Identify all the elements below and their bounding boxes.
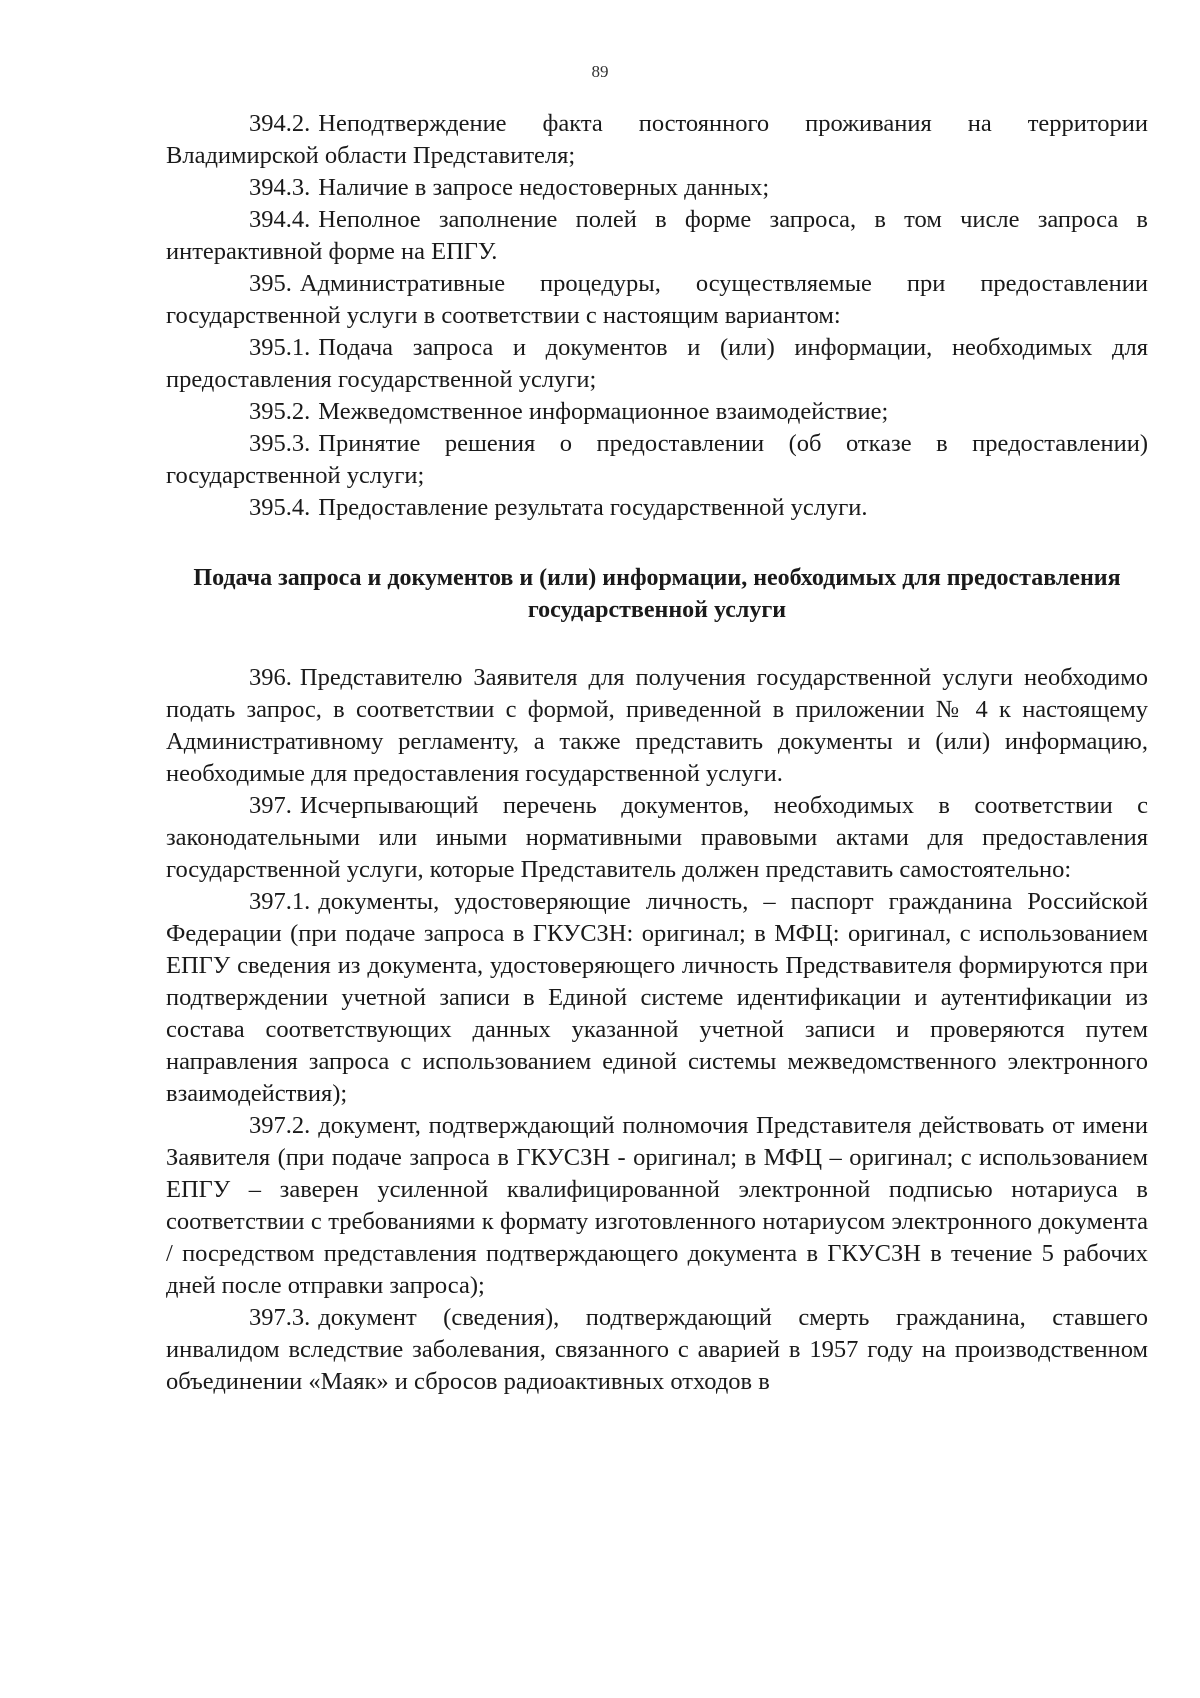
- spacer: [166, 626, 1148, 662]
- section-heading: Подача запроса и документов и (или) информации, необходимых для предоставления государственной услуги: [193, 565, 1121, 623]
- clause-number: 395.4.: [249, 494, 311, 521]
- clause-text: документ (сведения), подтверждающий смерть гражданина, ставшего инвалидом вследствие заболевания, связанного с аварией в 1957 году на производственном объединении «Маяк» и сбросов радиоактивных отходов в: [166, 1304, 1148, 1395]
- paragraph-396: [166, 662, 1148, 790]
- paragraph-394-4: [166, 204, 1148, 268]
- paragraph-397-2: [166, 1110, 1148, 1302]
- document-body: [166, 108, 1148, 1398]
- clause-number: 395.1.: [249, 334, 311, 361]
- paragraph-395-2: [166, 396, 1148, 428]
- paragraph-395-4: [166, 492, 1148, 524]
- clause-text: Неподтверждение факта постоянного проживания на территории Владимирской области Представителя;: [166, 110, 1148, 169]
- clause-number: 397.1.: [249, 888, 311, 915]
- paragraph-397-3: [166, 1302, 1148, 1398]
- paragraph-394-3: [166, 172, 1148, 204]
- clause-number: 397.2.: [249, 1112, 311, 1139]
- clause-text: Принятие решения о предоставлении (об отказе в предоставлении) государственной услуги;: [166, 430, 1148, 489]
- clause-number: 395.2.: [249, 398, 311, 425]
- clause-text: Исчерпывающий перечень документов, необходимых в соответствии с законодательными или иными нормативными правовыми актами для предоставления государственной услуги, которые Представитель должен представить самостоятельно:: [166, 792, 1148, 883]
- clause-number: 395.: [249, 270, 292, 297]
- clause-number: 394.3.: [249, 174, 311, 201]
- clause-number: 395.3.: [249, 430, 311, 457]
- paragraph-395-3: [166, 428, 1148, 492]
- clause-text: Неполное заполнение полей в форме запроса, в том числе запроса в интерактивной форме на ЕПГУ.: [166, 206, 1148, 265]
- clause-number: 394.4.: [249, 206, 311, 233]
- clause-text: Предоставление результата государственной услуги.: [318, 494, 868, 521]
- clause-text: Наличие в запросе недостоверных данных;: [318, 174, 770, 201]
- clause-number: 397.3.: [249, 1304, 311, 1331]
- clause-number: 397.: [249, 792, 292, 819]
- clause-number: 396.: [249, 664, 292, 691]
- paragraph-395-1: [166, 332, 1148, 396]
- clause-text: Административные процедуры, осуществляемые при предоставлении государственной услуги в соответствии с настоящим вариантом:: [166, 270, 1148, 329]
- paragraph-397: [166, 790, 1148, 886]
- paragraph-397-1: [166, 886, 1148, 1110]
- clause-number: 394.2.: [249, 110, 311, 137]
- clause-text: документ, подтверждающий полномочия Представителя действовать от имени Заявителя (при подаче запроса в ГКУСЗН - оригинал; в МФЦ – оригинал; с использованием ЕПГУ – заверен усиленной квалифицированной электронной подписью нотариуса в соответствии с требованиями к формату изготовленного нотариусом электронного документа / посредством представления подтверждающего документа в ГКУСЗН в течение 5 рабочих дней после отправки запроса);: [166, 1112, 1148, 1299]
- clause-text: Представителю Заявителя для получения государственной услуги необходимо подать запрос, в соответствии с формой, приведенной в приложении № 4 к настоящему Административному регламенту, а также представить документы и (или) информацию, необходимые для предоставления государственной услуги.: [166, 664, 1148, 787]
- spacer: [166, 524, 1148, 562]
- paragraph-394-2: [166, 108, 1148, 172]
- clause-text: Межведомственное информационное взаимодействие;: [318, 398, 889, 425]
- clause-text: документы, удостоверяющие личность, – паспорт гражданина Российской Федерации (при подаче запроса в ГКУСЗН: оригинал; в МФЦ: оригинал, с использованием ЕПГУ сведения из документа, удостоверяющего личность Предствавителя формируются при подтверждении учетной записи в Единой системе идентификации и аутентификации из состава соответствующих данных указанной учетной записи и проверяются путем направления запроса с использованием единой системы межведомственного электронного взаимодействия);: [166, 888, 1148, 1107]
- page-number: 89: [591, 62, 609, 81]
- clause-text: Подача запроса и документов и (или) информации, необходимых для предоставления государственной услуги;: [166, 334, 1148, 393]
- paragraph-395: [166, 268, 1148, 332]
